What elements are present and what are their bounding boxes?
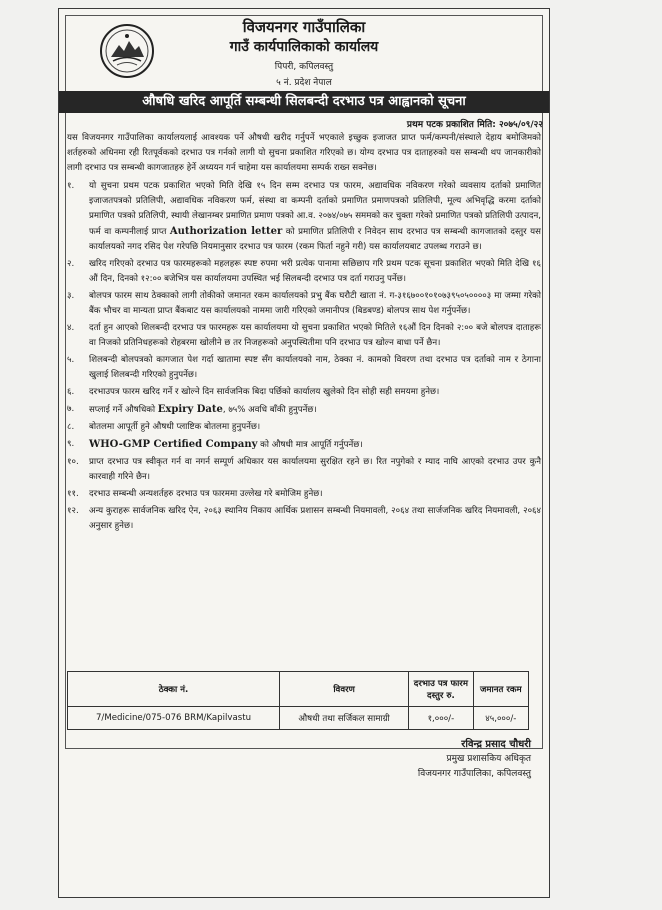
list-item-text [89,257,541,287]
emphasized-term: WHO-GMP Certified Company [89,439,258,450]
list-item [67,179,541,255]
cell-form-fee: १,०००/- [409,707,474,730]
list-item-text [89,179,541,255]
notice-title: औषधि खरिद आपूर्ति सम्बन्धी सिलबन्दी दरभाउ पत्र आह्वानको सूचना [59,91,549,113]
list-item [67,257,541,287]
list-item [67,504,541,534]
list-item-text [89,402,541,418]
list-item-number: ७. [67,404,75,414]
text-segment: दर्ता हुन आएको शिलबन्दी दरभाउ पत्र फारमहरू यस कार्यालयमा यो सुचना प्रकाशित भएको मितिले १६औं दिन दिनको २:०० बजे बोलपत्र दाताहरू वा निजको प्रतिनिधहरूको रोहबरमा खोलीने छ तर निजहरूको अनुपस्थितीमा पनि दरभाउ पत्र खोल्न बाधा पर्ने छैन। [89,323,541,348]
list-item-number: ८. [67,422,75,432]
cell-description: औषधी तथा सर्जिकल सामाग्री [280,707,409,730]
contract-table [67,671,529,730]
list-item-number: ३. [67,291,75,301]
list-item [67,455,541,485]
text-segment: बोतलमा आपूर्ती हुने औषधी प्लाष्टिक बोतलमा हुनुपर्नेछ। [89,422,261,432]
list-item-text [89,353,541,383]
list-item-text [89,437,541,453]
notice-body [67,131,541,536]
table-row [68,707,529,730]
signature-block [418,737,531,782]
text-segment: खरिद गरिएको दरभाउ पत्र फारमहरूको महलहरू स्पष्ट रुपमा भरी प्रत्येक पानामा सछिछाप गरि प्रथम पटक सूचना प्रकाशित भएको मिति देखि १६ औं दिन, दिनको १२:०० बजेभित्र यस कार्यालयमा उपस्थित भई सिलबन्दी दरभाउ पत्र दर्ता गराउनु पर्नेछ। [89,259,541,284]
list-item-text [89,420,541,435]
text-segment: दरभाउ सम्बन्धी अन्यशर्तहरु दरभाउ पत्र फारममा उल्लेख गरे बमोजिम हुनेछ। [89,489,323,499]
list-item-text [89,487,541,502]
list-item-number: ११. [67,489,79,499]
municipality-name: विजयनगर गाउँपालिका [242,18,366,36]
text-segment: को प्रमाणित प्रतिलिपी र निवेदन साथ दरभाउ पत्र सम्बन्धी कागजातको दस्तुर यस कार्यालयको नगद रसिद पेश गरेपछि नियमानुसार दरभाउ पत्र फारम (रकम फिर्ता नहुने गरी) यस कार्यालयबाट उपलब्ध गराउने छ। [89,227,541,252]
list-item [67,402,541,418]
office-name: गाउँ कार्यपालिकाको कार्यालय [229,39,379,55]
text-segment: सप्लाई गर्ने औषधिको [89,405,158,415]
list-item-number: १. [67,181,75,191]
text-segment: बोलपत्र फारम साथ ठेक्काको लागी तोकीको जमानत रकम कार्यालयको प्रभु बैंक घरौटी खाता नं. ग-३१६७००१०१०७३९५०५००००३ मा जम्मा गरेको बैंक भौचर वा मान्यता प्राप्त बैंकबाट यस कार्यालयको नाममा जारी गरिएको जमानीपत्र (बिडबण्ड) बोलपत्र साथ पेश गर्नुपर्नेछ। [89,291,541,316]
list-item-number: ५. [67,355,75,365]
intro-paragraph: यस विजयनगर गाउँपालिका कार्यालयलाई आवश्यक पर्ने औषधी खरीद गर्नुपर्ने भएकाले इच्छुक इजाजत प्राप्त फर्म/कम्पनी/संस्थाले देहाय बमोजिमको शर्तहरुको अधिनमा रही रितपूर्वकको दरभाउ पत्र गर्नको लागी यो सुचना प्रकाशित गरिएको छ। योग्य दरभाउ पत्र दाताहरुको यस सम्बन्धी थप जानकारीको लागी दरभाउ पत्र सम्बन्धी कागजातहरु हेर्ने अध्ययन गर्न चाहेमा यस कार्यालयमा सम्पर्क राख्न सक्नेछ। [67,133,541,173]
text-segment: यो सुचना प्रथम पटक प्रकाशित भएको मिति देखि १५ दिन सम्म दरभाउ पत्र फारम, अद्यावधिक नविकरण गरेको व्यवसाय दर्ताको प्रमाणित इजाजतपत्रको प्रतिलिपी, अद्यावधिक नविकरण फर्म, संस्था वा कम्पनी दर्ताको प्रमाणित प्रमाणपत्रको प्रतिलिपी, मूल्य अभिवृद्धि करमा दर्ताको प्रमाणित पत्रको प्रतिलिपी, स्थायी लेखानम्बर प्रमाणित प्रमाण पत्रको आ.व. २०७४/०७५ सममको कर चुक्ता गरेको प्रमाणित पत्रको प्रतिलिपी उत्पादन, फर्म वा कम्पनीलाई प्राप्त [89,181,541,237]
list-item [67,321,541,351]
text-segment: अन्य कुराहरू सार्वजनिक खरिद ऐन, २०६३ स्थानिय निकाय आर्थिक प्रशासन सम्बन्धी नियमावली, २०६४ तथा सार्जजनिक खरिद नियमावली, २०६४ अनुसार हुनेछ। [89,506,541,531]
list-item-text [89,385,541,400]
list-item-number: १२. [67,506,79,516]
list-item [67,437,541,453]
list-item-number: ४. [67,323,75,333]
text-segment: दरभाउपत्र फारम खरिद गर्ने र खोल्ने दिन सार्वजनिक बिदा पर्छिको कार्यालय खुलेको दिन सोही सही समयमा हुनेछ। [89,387,440,397]
publish-date: प्रथम पटक प्रकाशित मिति: २०७५/०९/२२ [406,120,543,130]
table-header-row [68,672,529,707]
list-item-number: १०. [67,457,79,467]
text-segment: शिलबन्दी बोलपत्रको कागजात पेश गर्दा खातामा स्पष्ट सँग कार्यालयको नाम, ठेक्का नं. कामको विवरण तथा दरभाउ पत्र दर्ताको नाम र ठेगाना खुलाई शिलबन्दी गरिएको हुनुपर्नेछ। [89,355,541,380]
office-location: पिपरी, कपिलवस्तु [274,62,334,72]
header-description: विवरण [280,672,409,707]
list-item-text [89,321,541,351]
header-security-amount: जमानत रकम [473,672,528,707]
list-item-text [89,455,541,485]
header-form-fee: दरभाउ पत्र फारम दस्तुर रु. [409,672,474,707]
list-item [67,487,541,502]
list-item-number: २. [67,259,75,269]
list-item [67,385,541,400]
signatory-title: प्रमुख प्रशासकिय अधिकृत [446,754,531,764]
text-segment: , ७५% अवधि बाँकी हुनुपर्नेछ। [222,405,317,415]
list-item-number: ९. [67,439,75,449]
notice-paper [58,8,550,898]
list-item [67,353,541,383]
conditions-list [67,179,541,534]
signatory-office: विजयनगर गाउँपालिका, कपिलवस्तु [417,769,531,779]
text-segment: प्राप्त दरभाउ पत्र स्वीकृत गर्न वा नगर्न सम्पूर्ण अधिकार यस कार्यालयमा सुरक्षित रहने छ। रित नपुगेको र म्याद नाघि आएको दरभाउ उपर कुनै कारवाही गरिने छैन। [89,457,541,482]
emphasized-term: Expiry Date [157,404,223,415]
cell-security-amount: ४५,०००/- [473,707,528,730]
list-item-number: ६. [67,387,75,397]
province-name: ५ नं. प्रदेश नेपाल [276,78,332,88]
header-contract-no: ठेक्का नं. [68,672,280,707]
list-item-text [89,504,541,534]
list-item-text [89,289,541,319]
cell-contract-no: 7/Medicine/075-076 BRM/Kapilvastu [68,707,280,730]
list-item [67,289,541,319]
list-item [67,420,541,435]
signatory-name: रविन्द्र प्रसाद चौधरी [461,739,531,750]
emphasized-term: Authorization letter [169,226,283,237]
text-segment: को औषधी मात्र आपूर्ति गर्नुपर्नेछ। [257,440,363,450]
